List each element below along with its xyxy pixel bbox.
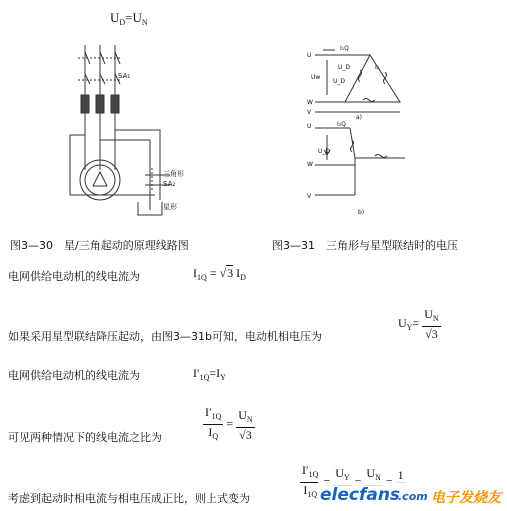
line2-formula [398, 307, 441, 341]
line4-num-sub: 1Q [211, 412, 222, 421]
fig-a-label-delta: 三角形 [163, 170, 184, 178]
line4-rnum-u: U [238, 407, 247, 422]
fig-b-a-label-i2: I₂ [375, 64, 380, 71]
top-eq-n: N [141, 18, 148, 27]
line4-rden: √3 [239, 427, 252, 442]
line5-f1-den-i: I [303, 483, 308, 497]
line2-fraction [422, 307, 440, 341]
fig-a-label-sa2: SA₂ [163, 180, 176, 188]
line3-lhs-sub: 1Q [199, 373, 210, 382]
watermark-domain: .com [398, 490, 428, 503]
line3-rhs-sub: Y [220, 373, 226, 382]
line5-f1-den-sub: 1Q [307, 490, 318, 499]
top-eq-u: U [110, 10, 120, 25]
line3-text: 电网供给电动机的线电流为 [8, 369, 140, 382]
fig-b-a-label-ud1: U_D [338, 64, 351, 71]
line5-f1-num [300, 463, 320, 483]
line2-num-u: U [424, 307, 433, 321]
line5-text: 考虑到起动时相电流与相电压成正比，则上式变为 [8, 492, 250, 505]
fig-b-a-label-u: U [307, 52, 312, 59]
line1-lhs-sub: 1Q [197, 273, 207, 282]
line1-rhs-sub: D [240, 273, 246, 282]
fig-b-a-label-v: V [307, 109, 312, 116]
fig-b-b-label-u: U [307, 123, 312, 130]
top-eq-d: D [119, 18, 126, 27]
line1-sqrt: √3 [219, 266, 234, 280]
line2-den: √3 [425, 327, 438, 341]
figure-3-31-caption: 图3—31 三角形与星型联结时的电压 [272, 239, 458, 252]
line4-text: 可见两种情况下的线电流之比为 [8, 431, 162, 444]
line4-frac-right [236, 408, 254, 442]
fig-b-b-caption: b) [358, 209, 365, 216]
line4-den [203, 425, 223, 444]
figure-3-30-circuit [60, 40, 210, 220]
line4-den-i: I [208, 425, 213, 439]
line3-formula [193, 366, 226, 382]
line1-root: 3 [227, 266, 234, 280]
elecfans-watermark [318, 482, 507, 511]
line5-f1-num-i: I′ [302, 463, 309, 477]
line4-formula [203, 405, 255, 444]
fig-a-label-star: 星形 [163, 203, 177, 211]
fig-b-b-label-w: W [307, 161, 313, 168]
line5-f4-num: 1 [397, 468, 404, 482]
line4-den-sub: Q [212, 432, 219, 441]
line4-num [203, 405, 223, 425]
fig-a-label-sa1: SA₁ [118, 72, 131, 80]
line5-f3-num-sub: N [375, 472, 381, 482]
line2-lhs: U [398, 315, 407, 330]
line4-frac-left [203, 405, 223, 444]
fig-b-b-label-ud: U_D [318, 148, 331, 155]
line3-lhs: I′ [193, 366, 200, 380]
line2-eq: = [412, 315, 420, 330]
watermark-brand: elecfans [320, 485, 401, 505]
line4-rnum [236, 408, 254, 428]
line1-rhs: I [236, 266, 241, 280]
line1-formula [193, 266, 246, 282]
fig-b-a-label-w: W [307, 99, 313, 106]
line4-root: 3 [245, 427, 252, 442]
fig-b-a-label-i1q: I₁Q [340, 45, 349, 52]
fig-b-a-caption: a) [356, 114, 363, 121]
line5-f2-num-sub: Y [343, 472, 350, 482]
figure-3-31-diagram [305, 40, 415, 220]
top-eq-equals: =U [125, 10, 142, 25]
watermark-cn: 电子发烧友 [431, 490, 501, 506]
fig-b-b-label-i2q: I₂Q [337, 121, 346, 128]
fig-b-b-label-v: V [307, 193, 312, 200]
line2-text: 如果采用星型联结降压起动，由图3—31b可知，电动机相电压为 [8, 330, 322, 343]
line5-f1-num-sub: 1Q [308, 470, 319, 479]
fig-b-a-label-uw: Uw [311, 74, 321, 81]
line2-root: 3 [431, 327, 438, 341]
line5-f2-num-u: U [335, 465, 344, 480]
line1-text: 电网供给电动机的线电流为 [8, 270, 140, 283]
fig-b-a-label-ud2: U_D [333, 78, 346, 85]
line4-eq: = [226, 416, 234, 431]
figure-3-30-caption: 图3—30 星/三角起动的原理线路图 [10, 239, 189, 252]
line2-lhs-sub: Y [406, 322, 413, 332]
line1-eq: = [209, 266, 217, 280]
line2-num [422, 307, 440, 327]
line2-num-sub: N [432, 314, 439, 323]
line4-num-i: I′ [205, 405, 212, 419]
line1-lhs: I [193, 266, 197, 280]
top-equation [110, 10, 148, 27]
line4-rnum-sub: N [246, 414, 253, 424]
line3-eq: =I [209, 366, 221, 380]
line5-f3-num-u: U [366, 465, 376, 480]
